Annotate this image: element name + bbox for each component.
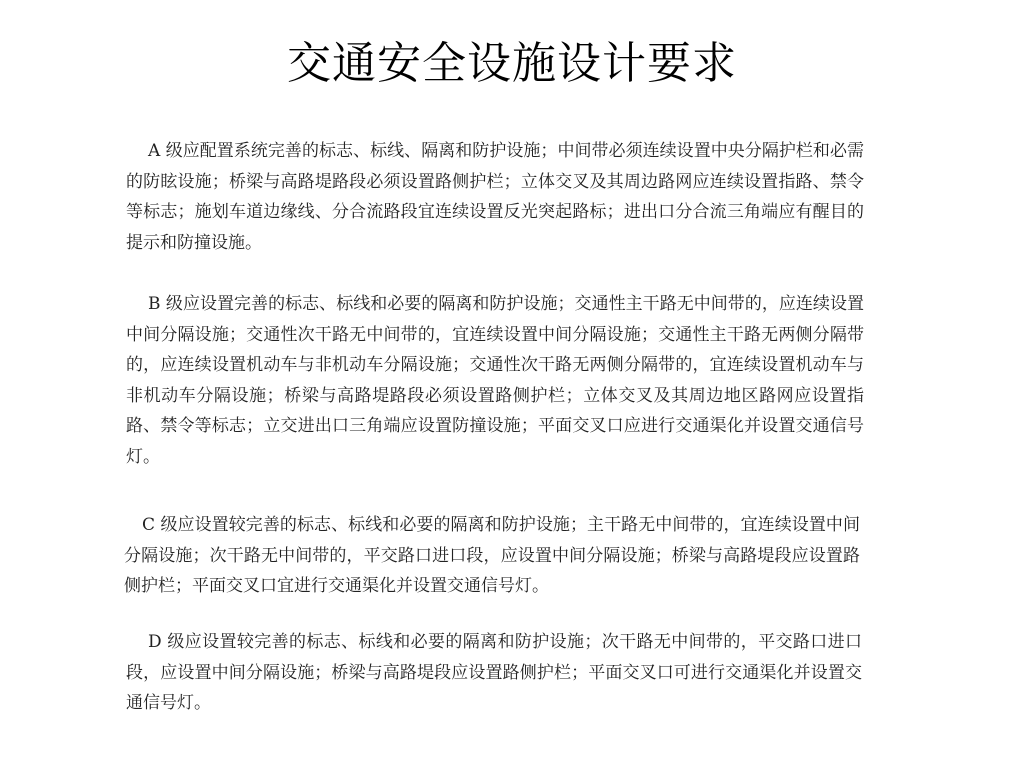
paragraph-grade-c: C 级应设置较完善的标志、标线和必要的隔离和防护设施；主干路无中间带的，宜连续设置中间分隔设施；次干路无中间带的，平交路口进口段，应设置中间分隔设施；桥梁与高路堤段应设置路侧护栏；平面交叉口宜进行交通渠化并设置交通信号灯。 — [124, 515, 860, 596]
paragraph-grade-a: A 级应配置系统完善的标志、标线、隔离和防护设施；中间带必须连续设置中央分隔护栏和必需的防眩设施；桥梁与高路堤路段必须设置路侧护栏；立体交叉及其周边路网应连续设置指路、禁令等标志；施划车道边缘线、分合流路段宜连续设置反光突起路标；进出口分合流三角端应有醒目的提示和防撞设施。 — [126, 141, 864, 253]
paragraph-grade-d: D 级应设置较完善的标志、标线和必要的隔离和防护设施；次干路无中间带的，平交路口进口段，应设置中间分隔设施；桥梁与高路堤段应设置路侧护栏；平面交叉口可进行交通渠化并设置交通信号灯。 — [126, 632, 862, 713]
slide-title: 交通安全设施设计要求 — [287, 38, 737, 89]
paragraph-grade-b: B 级应设置完善的标志、标线和必要的隔离和防护设施；交通性主干路无中间带的，应连续设置中间分隔设施；交通性次干路无中间带的，宜连续设置中间分隔设施；交通性主干路无两侧分隔带的，应连续设置机动车与非机动车分隔设施；交通性次干路无两侧分隔带的，宜连续设置机动车与非机动车分隔设施；桥梁与高路堤路段必须设置路侧护栏；立体交叉及其周边地区路网应设置指路、禁令等标志；立交进出口三角端应设置防撞设施；平面交叉口应进行交通渠化并设置交通信号灯。 — [126, 294, 864, 467]
